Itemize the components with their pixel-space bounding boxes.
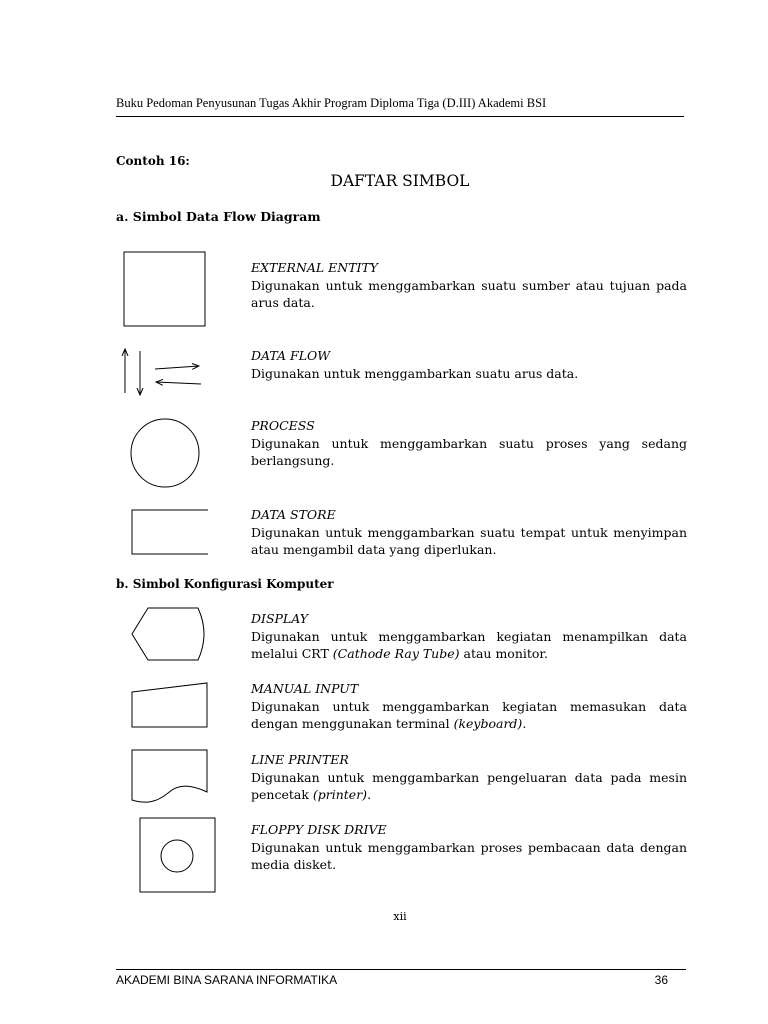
dfd-section-title: a. Simbol Data Flow Diagram bbox=[116, 209, 321, 224]
line-printer-name: LINE PRINTER bbox=[251, 752, 349, 767]
process-entry bbox=[251, 417, 687, 470]
floppy-disk-drive-name: FLOPPY DISK DRIVE bbox=[251, 822, 387, 837]
running-header: Buku Pedoman Penyusunan Tugas Akhir Program Diploma Tiga (D.III) Akademi BSI bbox=[116, 96, 547, 110]
external-entity-name: EXTERNAL ENTITY bbox=[251, 260, 379, 275]
data-flow-name: DATA FLOW bbox=[251, 348, 331, 363]
data-store-name: DATA STORE bbox=[251, 507, 336, 522]
footer-page-number: 36 bbox=[654, 973, 668, 987]
roman-page-number: xii bbox=[393, 910, 407, 923]
line-printer-desc: Digunakan untuk menggambarkan pengeluaran data pada mesin pencetak (printer). bbox=[251, 769, 687, 802]
data-flow-entry bbox=[251, 347, 687, 382]
data-store-entry bbox=[251, 506, 687, 559]
display-desc: Digunakan untuk menggambarkan kegiatan menampilkan data melalui CRT (Cathode Ray Tube) atau monitor. bbox=[251, 628, 687, 661]
data-store-desc: Digunakan untuk menggambarkan suatu tempat untuk menyimpan atau mengambil data yang diperlukan. bbox=[251, 524, 687, 557]
footer-divider bbox=[116, 969, 686, 970]
process-name: PROCESS bbox=[251, 418, 315, 433]
manual-input-entry bbox=[251, 680, 687, 733]
data-flow-desc: Digunakan untuk menggambarkan suatu arus data. bbox=[251, 365, 579, 381]
floppy-disk-drive-entry bbox=[251, 821, 687, 874]
floppy-disk-drive-symbol bbox=[0, 0, 1, 1]
manual-input-name: MANUAL INPUT bbox=[251, 681, 359, 696]
display-entry bbox=[251, 610, 687, 663]
display-name: DISPLAY bbox=[251, 611, 309, 626]
external-entity-desc: Digunakan untuk menggambarkan suatu sumber atau tujuan pada arus data. bbox=[251, 277, 687, 310]
line-printer-entry bbox=[251, 751, 687, 804]
floppy-disk-drive-desc: Digunakan untuk menggambarkan proses pembacaan data dengan media disket. bbox=[251, 839, 687, 872]
external-entity-entry bbox=[251, 259, 687, 312]
footer-institution: AKADEMI BINA SARANA INFORMATIKA bbox=[116, 973, 338, 987]
process-desc: Digunakan untuk menggambarkan suatu proses yang sedang berlangsung. bbox=[251, 435, 687, 468]
example-label: Contoh 16: bbox=[116, 154, 190, 168]
manual-input-desc: Digunakan untuk menggambarkan kegiatan memasukan data dengan menggunakan terminal (keyboard). bbox=[251, 698, 687, 731]
document-title: DAFTAR SIMBOL bbox=[330, 172, 470, 190]
header-divider bbox=[116, 116, 684, 117]
config-section-title: b. Simbol Konfigurasi Komputer bbox=[116, 577, 334, 591]
